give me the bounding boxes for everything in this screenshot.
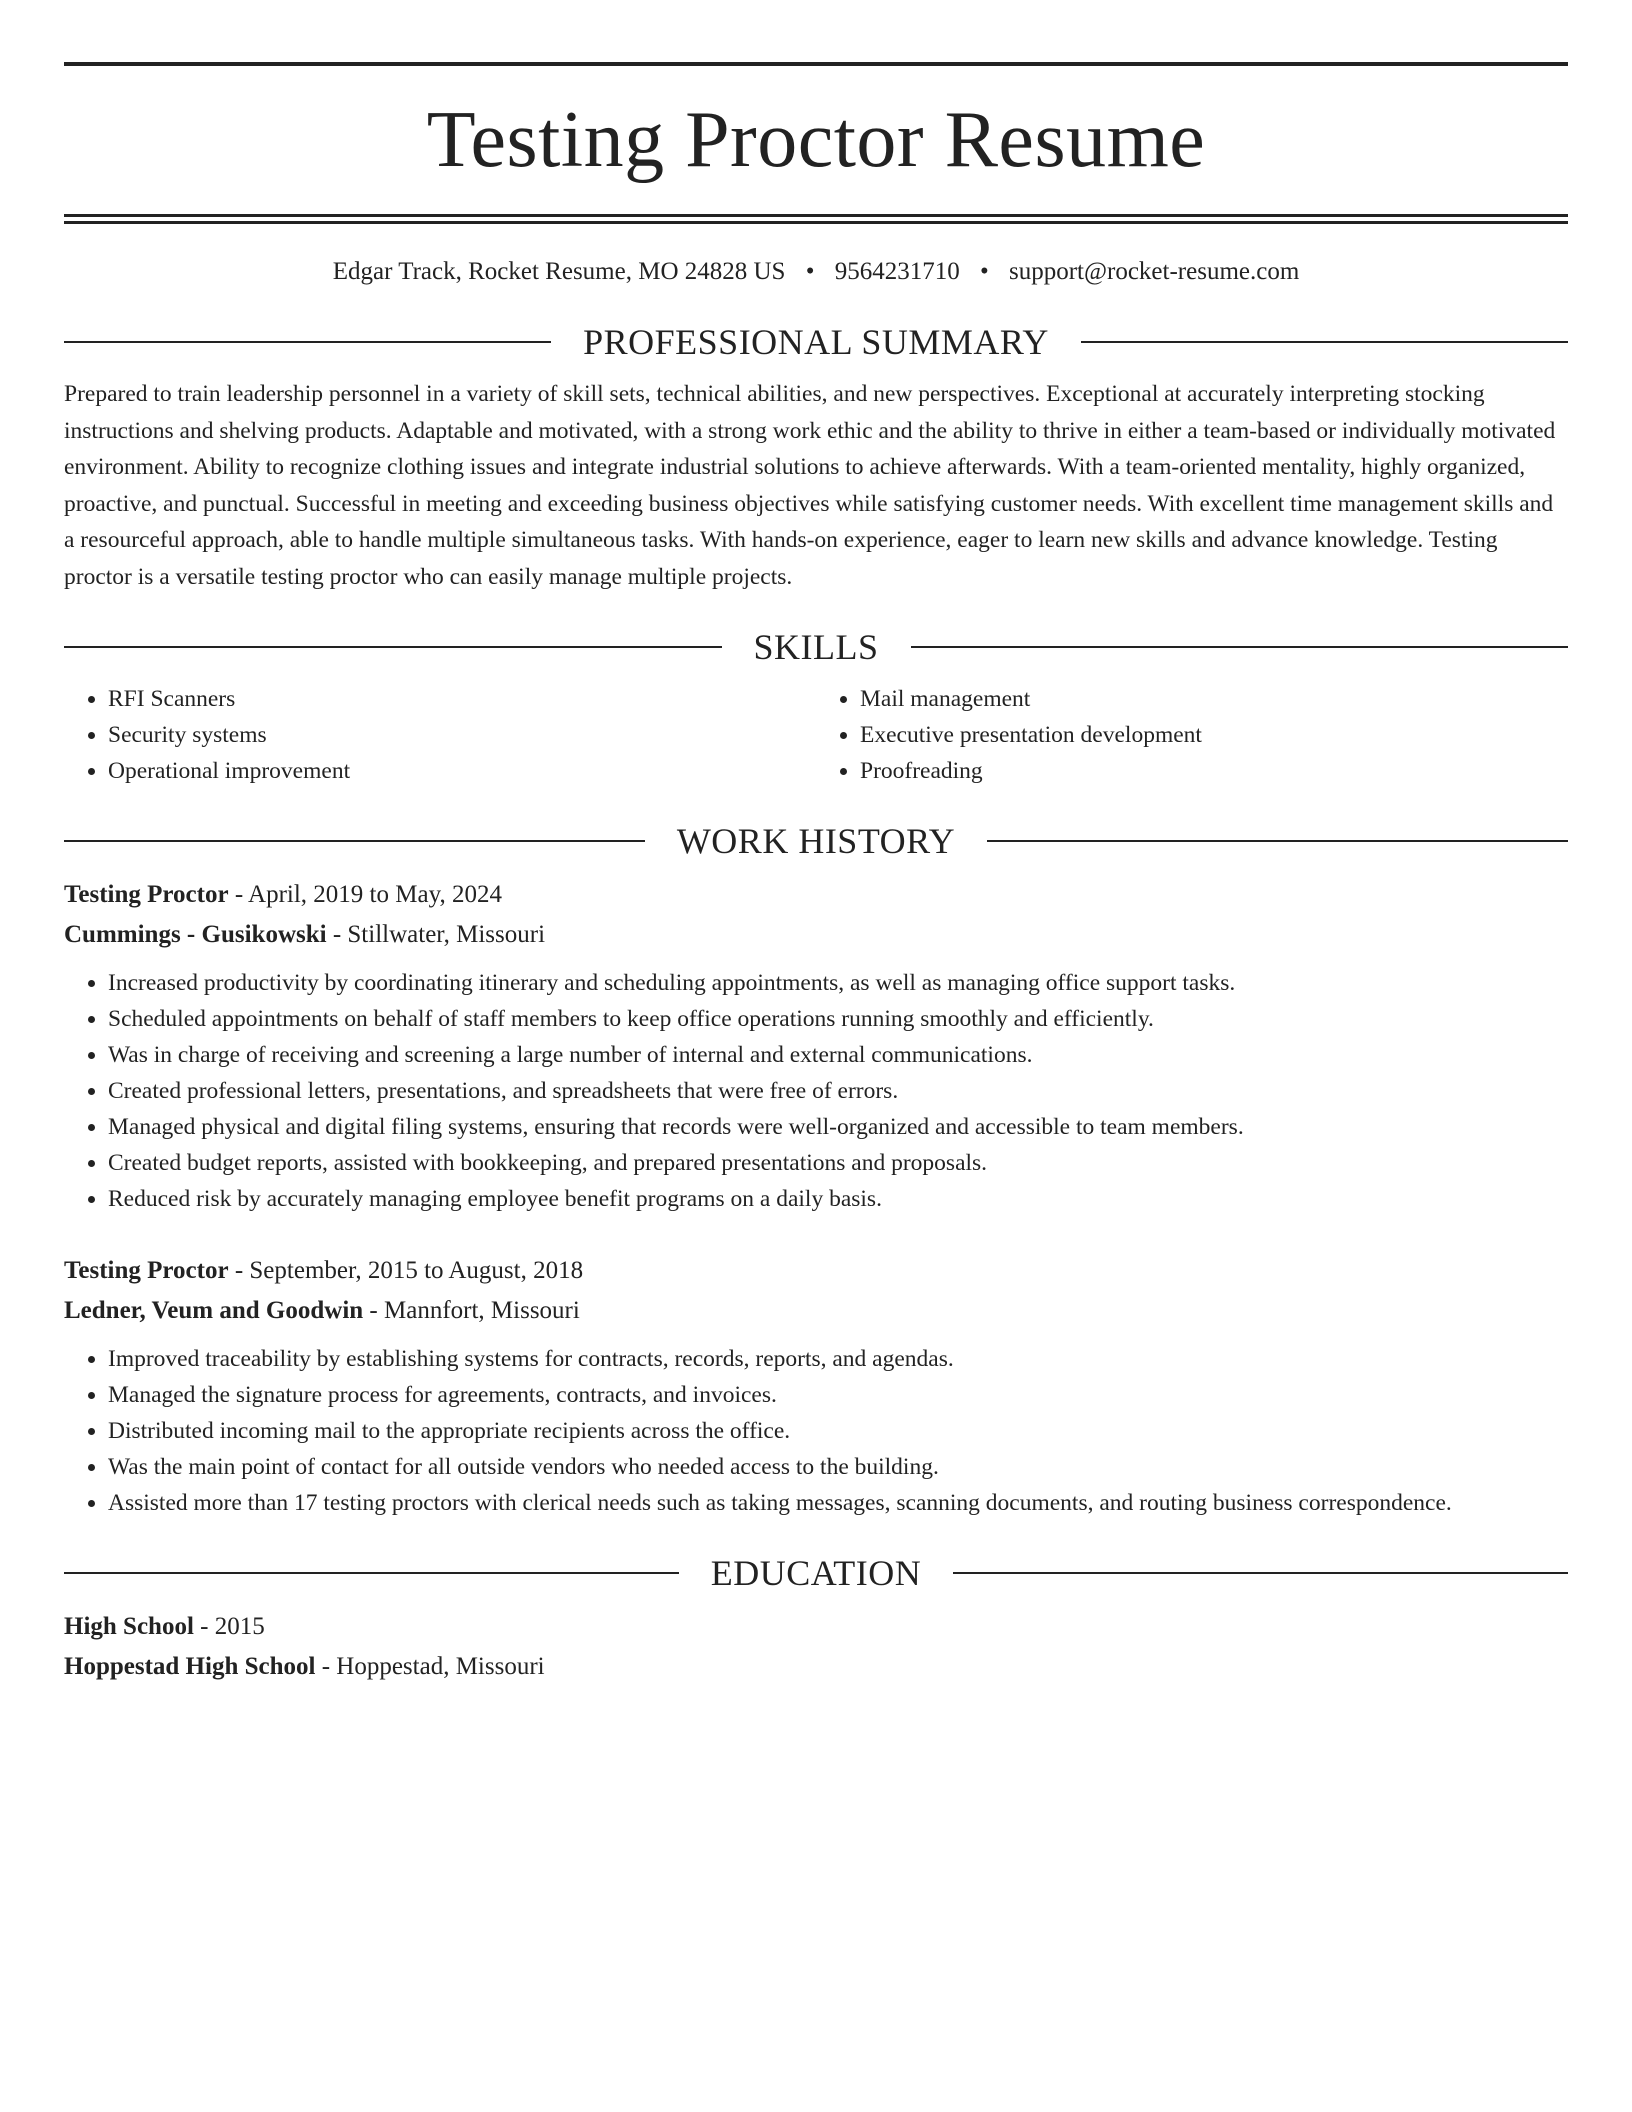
skill-item: • Security systems [108,717,816,753]
dash: - [332,921,342,948]
double-rule [64,214,1568,224]
job-location: Mannfort, Missouri [384,1297,580,1324]
contact-email: support@rocket-resume.com [1008,258,1300,285]
summary-text: Prepared to train leadership personnel in a variety of skill sets, technical abilities, and new perspectives. Exceptional at accurately interpreting stocking instructions and shelving products. Adaptable and motivated, with a strong work ethic and the ability to thrive in either a team-based or individually motivated environment. Ability to recognize clothing issues and integrate industrial solutions to achieve afterwards. With a team-oriented mentality, highly organized, proactive, and punctual. Successful in meeting and exceeding business objectives while satisfying customer needs. With excellent time management skills and a resourceful approach, able to handle multiple simultaneous tasks. With hands-on experience, eager to learn new skills and advance knowledge. Testing proctor is a versatile testing proctor who can easily manage multiple projects. [64,381,1556,590]
contact-phone: 9564231710 [834,258,960,285]
divider [64,646,722,648]
job-title-line [64,1251,1568,1291]
skills-heading: SKILLS [753,627,879,667]
skills-column-left [64,681,816,789]
job-title: Testing Proctor [64,881,229,908]
education-entry [64,1607,1568,1687]
dash: - [369,1297,378,1324]
job-bullet: • Reduced risk by accurately managing employee benefit programs on a daily basis. [108,1181,1568,1217]
divider [64,1572,679,1574]
job-bullet: • Improved traceability by establishing systems for contracts, records, reports, and agendas. [108,1341,1568,1377]
work-heading: WORK HISTORY [676,821,956,861]
skill-item: • Executive presentation development [860,717,1568,753]
job-bullet: • Scheduled appointments on behalf of staff members to keep office operations running smoothly and efficiently. [108,1001,1568,1037]
education-location: Hoppestad, Missouri [336,1653,545,1680]
education-degree: High School [64,1613,194,1640]
dash: - [321,1653,331,1680]
job-bullets [64,965,1568,1217]
job-company-line [64,1291,1568,1331]
education-section-header [64,1551,1568,1595]
job-bullet: • Assisted more than 17 testing proctors with clerical needs such as taking messages, scanning documents, and routing business correspondence. [108,1485,1568,1521]
job-location: Stillwater, Missouri [347,921,546,948]
education-degree-line [64,1607,1568,1647]
education-school-line [64,1647,1568,1687]
job-bullet: • Managed the signature process for agreements, contracts, and invoices. [108,1377,1568,1413]
divider [64,840,645,842]
job-bullets [64,1341,1568,1521]
job-bullet: • Distributed incoming mail to the appropriate recipients across the office. [108,1413,1568,1449]
divider [911,646,1569,648]
divider [64,341,551,343]
job-bullet: • Created budget reports, assisted with bookkeeping, and prepared presentations and proposals. [108,1145,1568,1181]
job-bullet: • Managed physical and digital filing systems, ensuring that records were well-organized and accessible to team members. [108,1109,1568,1145]
education-year: 2015 [214,1613,265,1640]
skills-list [64,681,1568,789]
dash: - [234,881,244,908]
job-dates: September, 2015 to August, 2018 [249,1257,584,1284]
skill-item: • RFI Scanners [108,681,816,717]
contact-address: Edgar Track, Rocket Resume, MO 24828 US [332,258,786,285]
skills-column-right [816,681,1568,789]
contact-separator: • [979,258,989,285]
job-bullet: • Was the main point of contact for all outside vendors who needed access to the building. [108,1449,1568,1485]
job-title-line [64,875,1568,915]
job-company-line [64,915,1568,955]
job-entry [64,1251,1568,1521]
job-company: Ledner, Veum and Goodwin [64,1297,364,1324]
contact-separator: • [805,258,815,285]
skill-item: • Proofreading [860,753,1568,789]
contact-line [64,254,1568,290]
job-company: Cummings - Gusikowski [64,921,327,948]
job-entry [64,875,1568,1217]
skill-item: • Mail management [860,681,1568,717]
job-bullet: • Was in charge of receiving and screening a large number of internal and external communications. [108,1037,1568,1073]
skill-item: • Operational improvement [108,753,816,789]
job-dates: April, 2019 to May, 2024 [248,881,502,908]
divider [953,1572,1568,1574]
divider [1081,341,1568,343]
education-heading: EDUCATION [710,1553,922,1593]
divider [987,840,1568,842]
summary-section-header [64,320,1568,364]
job-bullet: • Created professional letters, presentations, and spreadsheets that were free of errors. [108,1073,1568,1109]
summary-heading: PROFESSIONAL SUMMARY [583,322,1049,362]
skills-section-header [64,625,1568,669]
job-bullet: • Increased productivity by coordinating itinerary and scheduling appointments, as well as managing office support tasks. [108,965,1568,1001]
dash: - [200,1613,209,1640]
education-school: Hoppestad High School [64,1653,316,1680]
top-rule [64,62,1568,66]
job-title: Testing Proctor [64,1257,229,1284]
work-section-header [64,819,1568,863]
resume-title: Testing Proctor Resume [426,96,1206,184]
dash: - [234,1257,244,1284]
